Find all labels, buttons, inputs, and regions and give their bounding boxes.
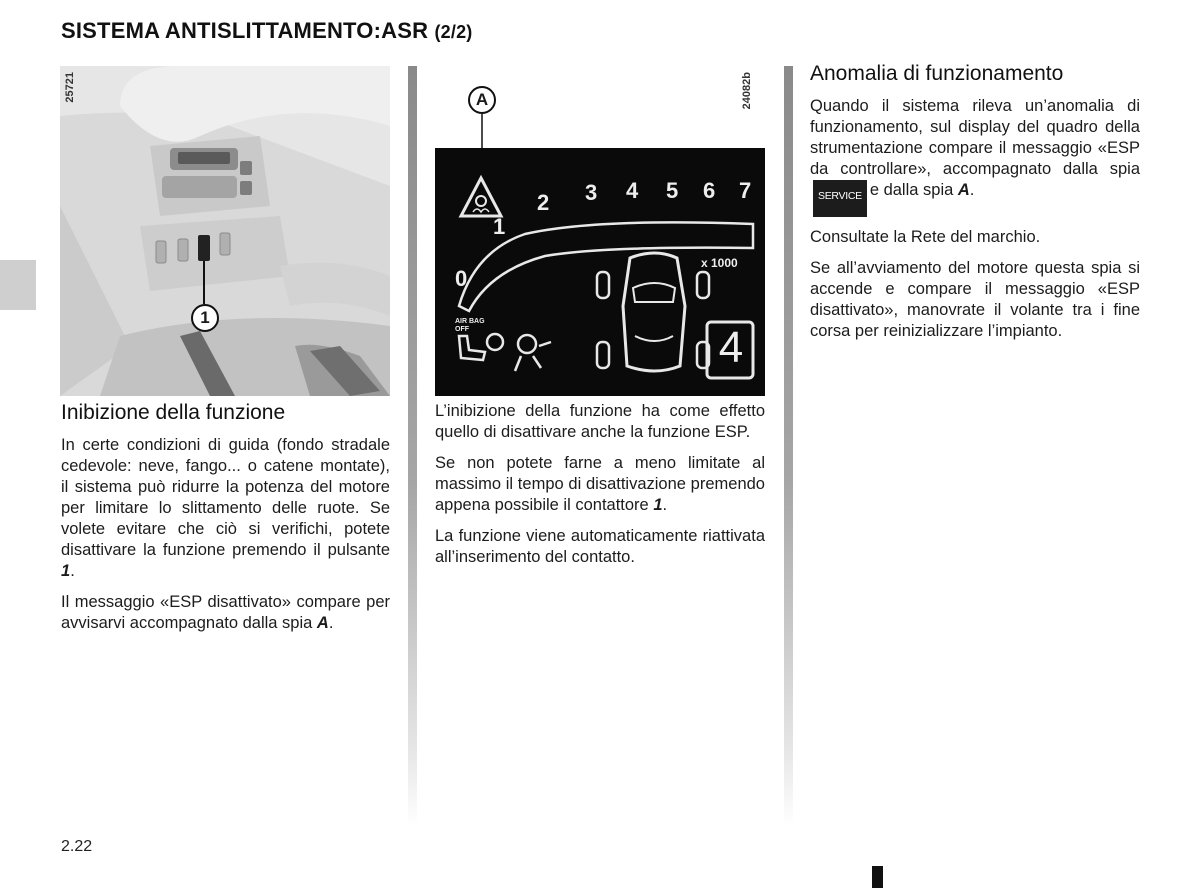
column-2 bbox=[435, 401, 765, 568]
column-divider-right bbox=[784, 66, 793, 826]
rpm-tick-1: 1 bbox=[493, 214, 506, 239]
col1-para1-end: . bbox=[70, 562, 75, 580]
rpm-tick-4: 4 bbox=[626, 178, 639, 203]
section-heading-malfunction: Anomalia di funzionamento bbox=[810, 62, 1064, 85]
col3-para1-ref: A bbox=[957, 181, 970, 199]
col1-paragraph-1 bbox=[61, 435, 390, 582]
page-title bbox=[61, 18, 473, 44]
gear-indicator: 4 bbox=[718, 323, 744, 372]
rpm-unit: x 1000 bbox=[701, 256, 738, 270]
airbag-label: AIR BAG OFF bbox=[455, 318, 485, 333]
rpm-tick-7: 7 bbox=[739, 178, 752, 203]
section-heading-inhibition: Inibizione della funzione bbox=[61, 401, 286, 424]
edge-marker bbox=[872, 866, 883, 888]
page-title-part: (2/2) bbox=[434, 22, 473, 42]
page-title-text: SISTEMA ANTISLITTAMENTO:ASR bbox=[61, 18, 429, 43]
col1-paragraph-2 bbox=[61, 592, 390, 634]
figure-dashboard-button bbox=[60, 66, 390, 396]
figure2-ref: 24082b bbox=[741, 72, 753, 110]
rpm-tick-0: 0 bbox=[455, 266, 468, 291]
col2-paragraph-1: L’inibizione della funzione ha come effetto quello di disattivare anche la funzione ESP. bbox=[435, 402, 765, 441]
rpm-tick-5: 5 bbox=[666, 178, 679, 203]
column-3 bbox=[810, 62, 1140, 342]
col1-para2-end: . bbox=[328, 614, 334, 632]
col1-para1-text: In certe condizioni di guida (fondo stradale cedevole: neve, fango... o catene montate), il sistema può ridurre la potenza del motore per limitare lo slittamento delle ruote. Se volete evitare che ciò si verifichi, potete disattivare la funzione premendo il pulsante bbox=[61, 436, 390, 559]
display-labels bbox=[435, 148, 765, 396]
col2-paragraph-2 bbox=[435, 453, 765, 516]
rpm-tick-3: 3 bbox=[585, 180, 598, 205]
col3-para1-text: Quando il sistema rileva un’anomalia di funzionamento, sul display del quadro della strumentazione compare il messaggio «ESP da controllare», accompagnato dalla spia bbox=[810, 97, 1140, 178]
callout-1: 1 bbox=[191, 304, 219, 332]
figure1-ref: 25721 bbox=[64, 72, 76, 103]
col3-paragraph-1 bbox=[810, 96, 1140, 217]
col2-para2-end: . bbox=[662, 496, 668, 514]
col3-paragraph-2: Consultate la Rete del marchio. bbox=[810, 228, 1041, 246]
col1-para2-ref: A bbox=[316, 614, 329, 632]
service-warning-icon: SERVICE bbox=[813, 180, 867, 217]
col2-paragraph-3: La funzione viene automaticamente riattivata all’inserimento del contatto. bbox=[435, 527, 765, 566]
dashboard-illustration bbox=[60, 66, 390, 396]
section-tab bbox=[0, 260, 36, 310]
rpm-tick-2: 2 bbox=[537, 190, 550, 215]
page-number: 2.22 bbox=[61, 838, 93, 855]
col1-para2-text: Il messaggio «ESP disattivato» compare per avvisarvi accompagnato dalla spia bbox=[61, 593, 390, 632]
col3-paragraph-3: Se all’avviamento del motore questa spia si accende e compare il messaggio «ESP disattivato», manovrate il volante tra i fine corsa per reinizializzare l’impianto. bbox=[810, 259, 1140, 340]
col3-para1-mid: e dalla spia bbox=[869, 181, 958, 199]
col2-para2-ref: 1 bbox=[653, 496, 663, 514]
column-divider-left bbox=[408, 66, 417, 826]
callout-a: A bbox=[468, 86, 496, 114]
col1-para1-ref: 1 bbox=[61, 562, 71, 580]
figure-instrument-display bbox=[435, 66, 765, 396]
rpm-tick-6: 6 bbox=[703, 178, 716, 203]
col2-para2-text: Se non potete farne a meno limitate al massimo il tempo di disattivazione premendo appena possibile il contattore bbox=[435, 454, 765, 514]
col3-para1-end: . bbox=[969, 181, 975, 199]
column-1 bbox=[61, 401, 390, 634]
